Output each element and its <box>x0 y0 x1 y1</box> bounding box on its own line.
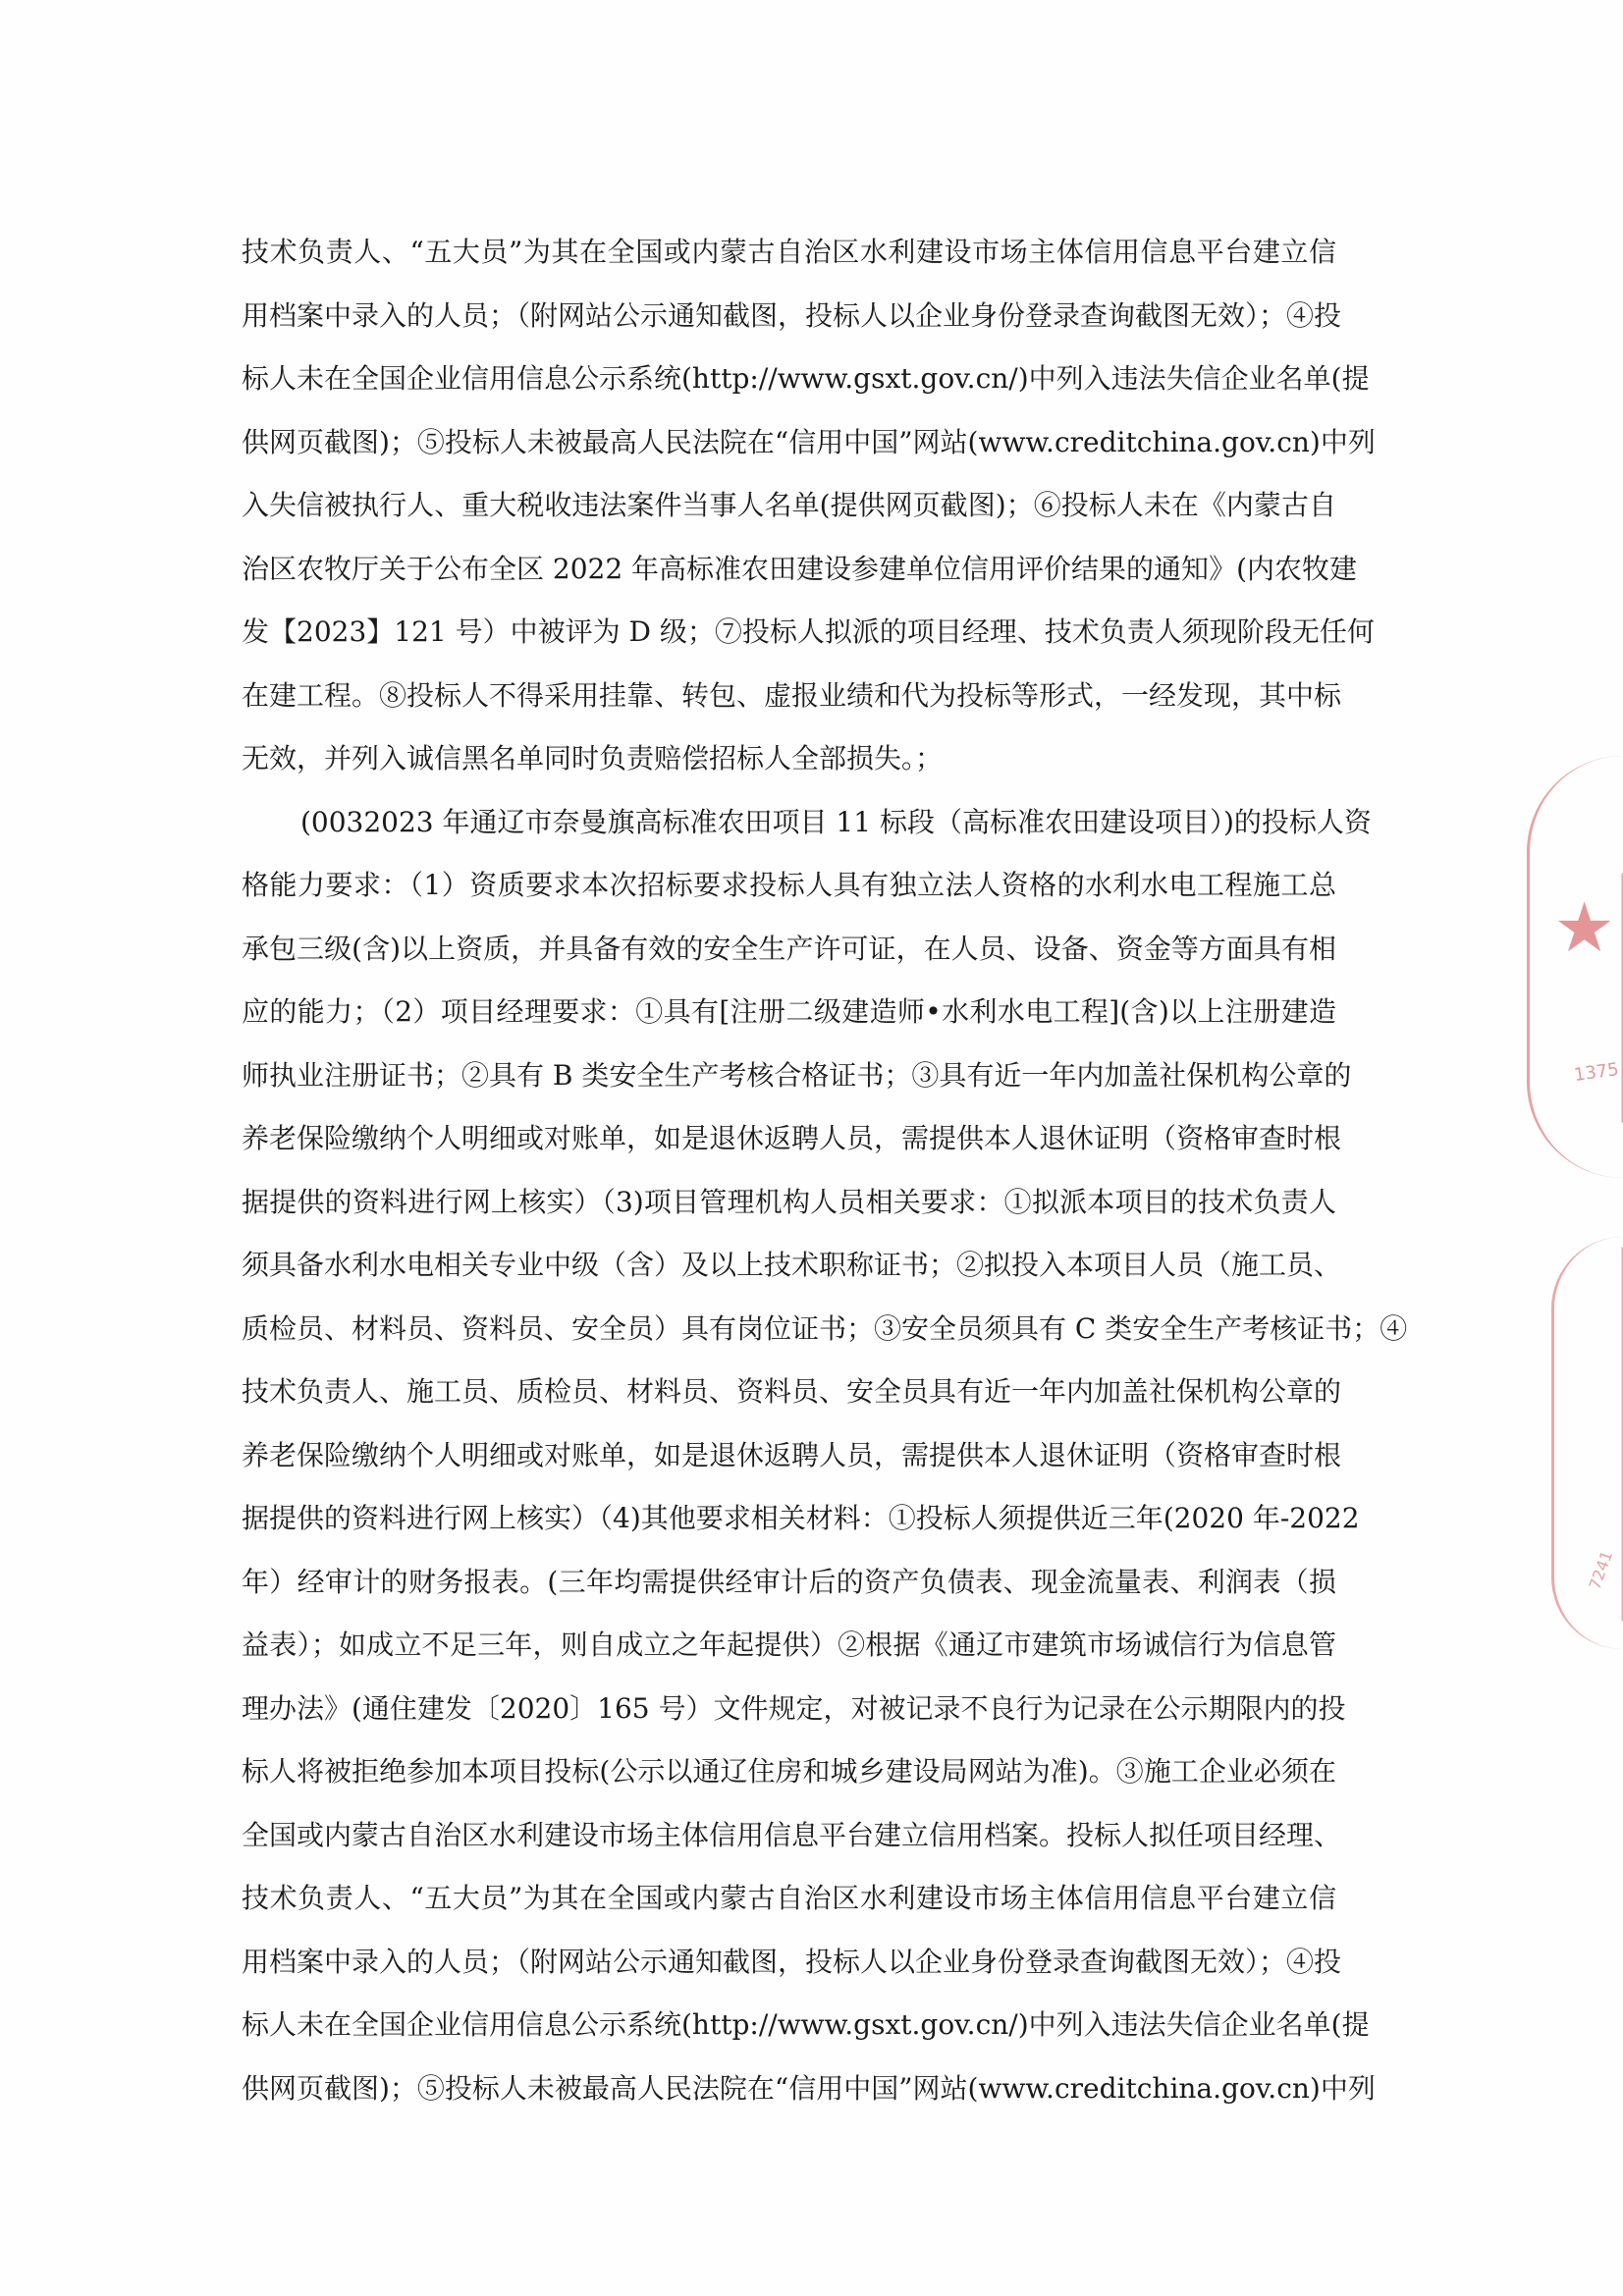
text-line: 益表）；如成立不足三年，则自成立之年起提供）②根据《通辽市建筑市场诚信行为信息管 <box>242 1629 1336 1661</box>
text-line: 师执业注册证书；②具有 B 类安全生产考核合格证书；③具有近一年内加盖社保机构公章的 <box>242 1058 1352 1092</box>
text-line: 须具备水利水电相关专业中级（含）及以上技术职称证书；②拟投入本项目人员（施工员、 <box>242 1249 1342 1281</box>
text-line: 全国或内蒙古自治区水利建设市场主体信用信息平台建立信用档案。投标人拟任项目经理、 <box>242 1818 1342 1851</box>
text-line: 技术负责人、施工员、质检员、材料员、资料员、安全员具有近一年内加盖社保机构公章的 <box>242 1375 1342 1408</box>
text-line: 供网页截图)；⑤投标人未被最高人民法院在“信用中国”网站(www.creditchina.gov.cn)中列 <box>242 425 1376 458</box>
seal-code: 1375 <box>1572 1058 1621 1087</box>
text-line: 标人未在全国企业信用信息公示系统(http://www.gsxt.gov.cn/)中列入违法失信企业名单(提 <box>242 362 1370 395</box>
document-body <box>242 221 1408 2120</box>
text-line: 治区农牧厅关于公布全区 2022 年高标准农田建设参建单位信用评价结果的通知》(内农牧建 <box>242 552 1357 585</box>
text-line: 技术负责人、“五大员”为其在全国或内蒙古自治区水利建设市场主体信用信息平台建立信 <box>242 1882 1336 1914</box>
text-line: 据提供的资料进行网上核实）（4)其他要求相关材料：①投标人须提供近三年(2020 年-2022 <box>242 1502 1360 1534</box>
text-line: 在建工程。⑧投标人不得采用挂靠、转包、虚报业绩和代为投标等形式，一经发现，其中标 <box>242 678 1342 712</box>
text-line: 质检员、材料员、资料员、安全员）具有岗位证书；③安全员须具有 C 类安全生产考核证书；④ <box>242 1311 1408 1345</box>
text-line: 技术负责人、“五大员”为其在全国或内蒙古自治区水利建设市场主体信用信息平台建立信 <box>242 236 1336 268</box>
official-seal-partial <box>1527 756 1623 1178</box>
text-line: 发【2023】121 号）中被评为 D 级；⑦投标人拟派的项目经理、技术负责人须现阶段无任何 <box>242 615 1375 648</box>
text-line: 理办法》(通住建发〔2020〕165 号）文件规定，对被记录不良行为记录在公示期限内的投 <box>242 1691 1346 1725</box>
text-line: 养老保险缴纳个人明细或对账单，如是退休返聘人员，需提供本人退休证明（资格审查时根 <box>242 1122 1342 1154</box>
text-line: 据提供的资料进行网上核实）（3)项目管理机构人员相关要求：①拟派本项目的技术负责人 <box>242 1185 1336 1218</box>
text-line: 养老保险缴纳个人明细或对账单，如是退休返聘人员，需提供本人退休证明（资格审查时根 <box>242 1438 1342 1471</box>
text-line: 入失信被执行人、重大税收违法案件当事人名单(提供网页截图)；⑥投标人未在《内蒙古自 <box>242 489 1336 521</box>
text-line: 供网页截图)；⑤投标人未被最高人民法院在“信用中国”网站(www.creditchina.gov.cn)中列 <box>242 2071 1376 2105</box>
text-line: 用档案中录入的人员；（附网站公示通知截图，投标人以企业身份登录查询截图无效）；④投 <box>242 1945 1342 1978</box>
official-seal-partial-lower <box>1551 1237 1623 1649</box>
text-line: 标人将被拒绝参加本项目投标(公示以通辽住房和城乡建设局网站为准)。③施工企业必须在 <box>242 1755 1336 1788</box>
text-line: 应的能力；（2）项目经理要求：①具有[注册二级建造师•水利水电工程](含)以上注册建造 <box>242 995 1336 1028</box>
seal-star-icon: ★ <box>1553 887 1615 968</box>
text-line: 年）经审计的财务报表。(三年均需提供经审计后的资产负债表、现金流量表、利润表（损 <box>242 1565 1336 1598</box>
seal-code: 7241 <box>1585 1548 1617 1592</box>
paragraph-start-line: (0032023 年通辽市奈曼旗高标准农田项目 11 标段（高标准农田建设项目）)的投标人资 <box>300 805 1372 838</box>
text-line: 承包三级(含)以上资质，并具备有效的安全生产许可证，在人员、设备、资金等方面具有相 <box>242 932 1336 965</box>
text-line: 无效，并列入诚信黑名单同时负责赔偿招标人全部损失。； <box>242 742 944 774</box>
text-line: 用档案中录入的人员；（附网站公示通知截图，投标人以企业身份登录查询截图无效）；④投 <box>242 298 1342 332</box>
text-line: 标人未在全国企业信用信息公示系统(http://www.gsxt.gov.cn/)中列入违法失信企业名单(提 <box>242 2008 1370 2041</box>
text-line: 格能力要求：（1）资质要求本次招标要求投标人具有独立法人资格的水利水电工程施工总 <box>242 869 1336 901</box>
